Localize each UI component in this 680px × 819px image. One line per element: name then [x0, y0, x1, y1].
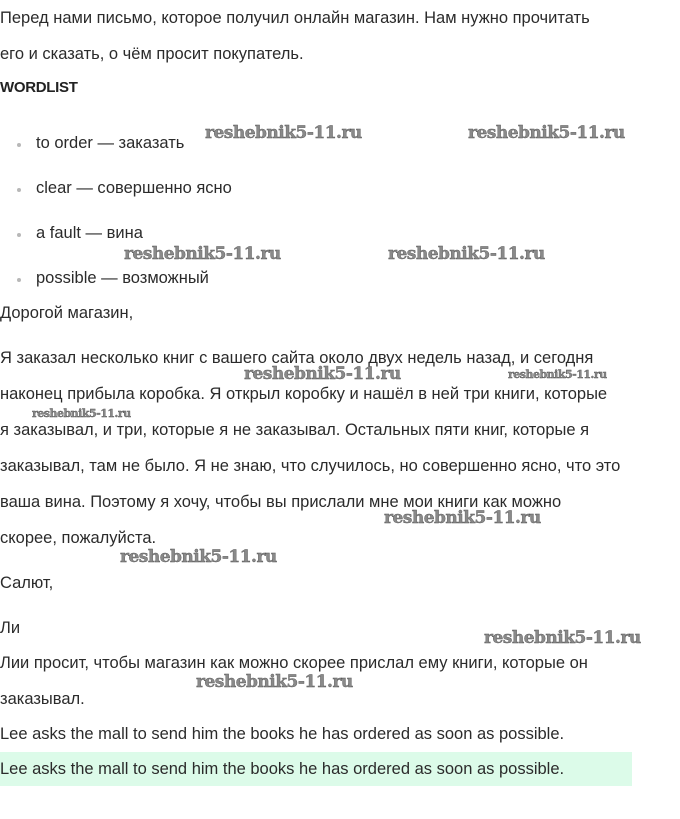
letter-closing: Салют,: [0, 574, 54, 592]
watermark: reshebnik5-11.ru: [205, 123, 362, 143]
wordlist-item: to order — заказать: [36, 134, 185, 152]
intro-line: Перед нами письмо, которое получил онлайн магазин. Нам нужно прочитать: [0, 9, 590, 27]
letter-line: заказывал, там не было. Я не знаю, что случилось, но совершенно ясно, что это: [0, 457, 621, 475]
letter-signature: Ли: [0, 619, 21, 637]
watermark: reshebnik5-11.ru: [384, 508, 541, 528]
bullet-icon: [17, 188, 21, 192]
answer-ru-line: Лии просит, чтобы магазин как можно скорее прислал ему книги, которые он: [0, 654, 588, 672]
watermark: reshebnik5-11.ru: [468, 123, 625, 143]
wordlist-heading: WORDLIST: [0, 79, 78, 96]
letter-line: я заказывал, и три, которые я не заказывал. Остальных пяти книг, которые я: [0, 421, 590, 439]
answer-highlighted: Lee asks the mall to send him the books he has ordered as soon as possible.: [0, 760, 565, 778]
letter-line: наконец прибыла коробка. Я открыл коробку и нашёл в ней три книги, которые: [0, 385, 608, 403]
watermark: reshebnik5-11.ru: [508, 368, 607, 381]
letter-line: скорее, пожалуйста.: [0, 529, 157, 547]
answer-ru-line: заказывал.: [0, 690, 85, 708]
letter-line: ваша вина. Поэтому я хочу, чтобы вы прислали мне мои книги как можно: [0, 493, 562, 511]
wordlist-item: possible — возможный: [36, 269, 209, 287]
answer-en: Lee asks the mall to send him the books he has ordered as soon as possible.: [0, 725, 565, 743]
letter-line: Я заказал несколько книг с вашего сайта около двух недель назад, и сегодня: [0, 349, 594, 367]
bullet-icon: [17, 233, 21, 237]
wordlist-item: clear — совершенно ясно: [36, 179, 232, 197]
watermark: reshebnik5-11.ru: [388, 244, 545, 264]
wordlist-item: a fault — вина: [36, 224, 143, 242]
watermark: reshebnik5-11.ru: [124, 244, 281, 264]
watermark: reshebnik5-11.ru: [244, 364, 401, 384]
bullet-icon: [17, 143, 21, 147]
letter-greeting: Дорогой магазин,: [0, 304, 134, 322]
bullet-icon: [17, 278, 21, 282]
watermark: reshebnik5-11.ru: [196, 672, 353, 692]
intro-line: его и сказать, о чём просит покупатель.: [0, 45, 304, 63]
watermark: reshebnik5-11.ru: [120, 547, 277, 567]
watermark: reshebnik5-11.ru: [32, 407, 131, 420]
watermark: reshebnik5-11.ru: [484, 628, 641, 648]
